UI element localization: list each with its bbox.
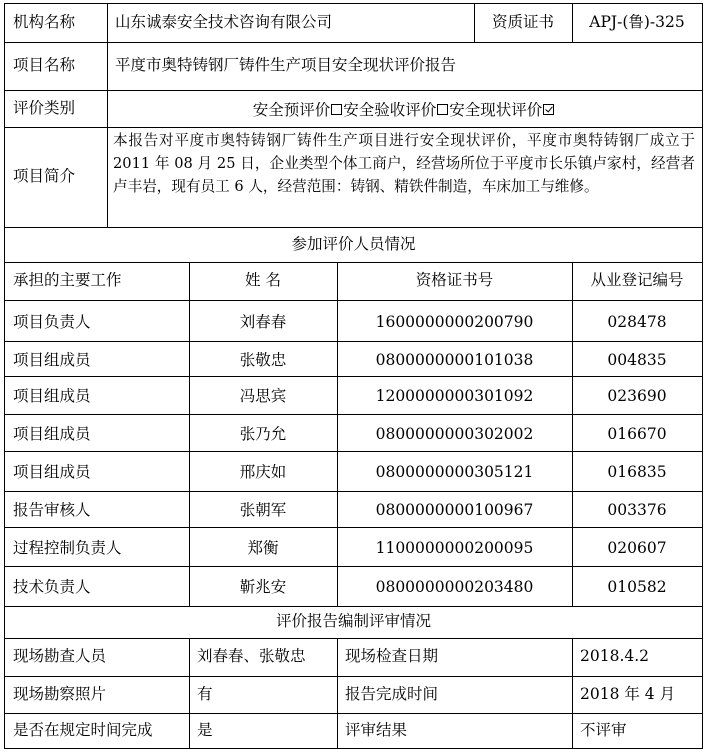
cert-label: 资质证书 — [491, 13, 554, 32]
role-cell: 项目组成员 — [13, 463, 91, 482]
project-value: 平度市奥特铸钢厂铸件生产项目安全现状评价报告 — [115, 56, 457, 75]
eval-type-acceptance-label: 安全验收评价 — [343, 100, 437, 119]
eval-type-pre-label: 安全预评价 — [252, 100, 331, 119]
column-header-reg: 从业登记编号 — [590, 271, 684, 290]
project-label: 项目名称 — [13, 56, 76, 75]
cert-number-cell: 0800000000100967 — [375, 501, 534, 520]
eval-type-label: 评价类别 — [13, 98, 76, 117]
column-header-cert: 资格证书号 — [415, 271, 494, 290]
name-cell: 冯思宾 — [239, 387, 287, 406]
review-value-cell: 不评审 — [580, 720, 627, 739]
name-cell: 郑衡 — [247, 538, 279, 557]
personnel-section-title: 参加评价人员情况 — [291, 234, 416, 253]
registration-number-cell: 010582 — [607, 578, 667, 597]
review-key-cell: 现场勘察照片 — [13, 684, 107, 703]
role-cell: 项目组成员 — [13, 350, 91, 369]
registration-number-cell: 016835 — [607, 463, 667, 482]
name-cell: 靳兆安 — [239, 578, 287, 597]
checked-checkbox-icon — [543, 104, 554, 115]
org-label: 机构名称 — [13, 13, 76, 32]
column-header-role: 承担的主要工作 — [13, 271, 122, 290]
org-value: 山东诚泰安全技术咨询有限公司 — [115, 13, 333, 32]
cert-number-cell: 0800000000305121 — [375, 463, 534, 482]
registration-number-cell: 004835 — [607, 350, 667, 369]
registration-number-cell: 020607 — [607, 538, 667, 557]
name-cell: 邢庆如 — [239, 463, 287, 482]
name-cell: 张敬忠 — [239, 350, 287, 369]
name-cell: 张朝军 — [239, 501, 287, 520]
cert-number-cell: 1600000000200790 — [375, 312, 534, 331]
role-cell: 技术负责人 — [13, 578, 91, 597]
role-cell: 过程控制负责人 — [13, 538, 122, 557]
role-cell: 项目组成员 — [13, 387, 91, 406]
registration-number-cell: 023690 — [607, 387, 667, 406]
registration-number-cell: 028478 — [607, 312, 667, 331]
review-key-cell: 现场检查日期 — [345, 647, 439, 666]
evaluation-form-table — [4, 3, 703, 749]
review-value-cell: 2018 年 4 月 — [580, 684, 676, 703]
cert-value: APJ-(鲁)-325 — [589, 13, 685, 32]
cert-number-cell: 1100000000200095 — [375, 538, 534, 557]
review-key-cell: 是否在规定时间完成 — [13, 720, 153, 739]
name-cell: 张乃允 — [239, 424, 287, 443]
checkbox-icon — [437, 104, 448, 115]
eval-type-options — [107, 90, 701, 127]
review-key-cell: 评审结果 — [345, 720, 408, 739]
eval-type-status-label: 安全现状评价 — [449, 100, 543, 119]
cert-number-cell: 1200000000301092 — [375, 387, 534, 406]
cert-number-cell: 0800000000101038 — [375, 350, 534, 369]
name-cell: 刘春春 — [239, 312, 287, 331]
review-value-cell: 2018.4.2 — [580, 647, 650, 666]
cert-number-cell: 0800000000203480 — [375, 578, 534, 597]
review-key-cell: 报告完成时间 — [345, 684, 439, 703]
role-cell: 项目负责人 — [13, 312, 91, 331]
checkbox-icon — [331, 104, 342, 115]
registration-number-cell: 003376 — [607, 501, 667, 520]
review-value-cell: 有 — [197, 684, 213, 703]
column-header-name: 姓 名 — [245, 271, 281, 290]
role-cell: 报告审核人 — [13, 501, 91, 520]
cert-number-cell: 0800000000302002 — [375, 424, 534, 443]
review-value-cell: 是 — [197, 720, 213, 739]
registration-number-cell: 016670 — [607, 424, 667, 443]
review-section-title: 评价报告编制评审情况 — [275, 612, 431, 631]
review-value-cell: 刘春春、张敬忠 — [197, 647, 306, 666]
intro-text: 本报告对平度市奥特铸钢厂铸件生产项目进行安全现状评价，平度市奥特铸钢厂成立于 2011 年 08 月 25 日，企业类型个体工商户，经营场所位于平度市长乐镇卢家村，经营者卢丰岩，现有员工 6 人，经营范围：铸钢、精铁件制造，车床加工与维修。 — [113, 132, 695, 195]
intro-label: 项目简介 — [13, 167, 76, 186]
role-cell: 项目组成员 — [13, 424, 91, 443]
review-key-cell: 现场勘查人员 — [13, 647, 107, 666]
